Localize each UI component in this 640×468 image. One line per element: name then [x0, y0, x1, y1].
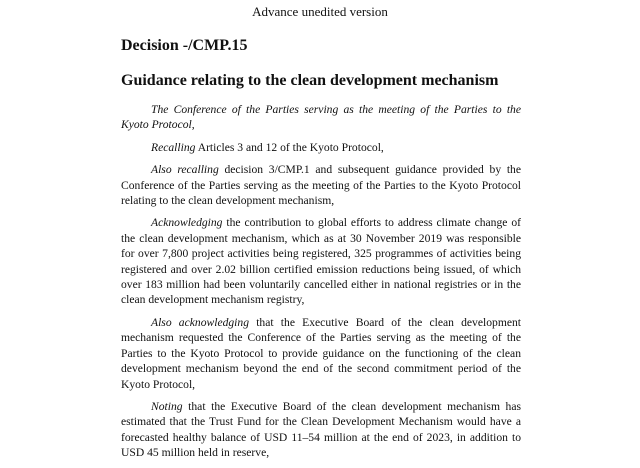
- paragraph-lead: The Conference of the Parties serving as the meeting of the Parties to the Kyoto Protocol,: [121, 103, 521, 132]
- preamble-paragraph: [121, 102, 521, 133]
- paragraph-text: Articles 3 and 12 of the Kyoto Protocol,: [195, 140, 384, 154]
- paragraph-text: decision 3/CMP.1 and subsequent guidance provided by the Conference of the Parties serving as the meeting of the Parties to the Kyoto Protocol relating to the clean development mechanism,: [121, 163, 521, 208]
- preamble-paragraph: [121, 162, 521, 208]
- decision-title: Decision -/CMP.15: [121, 37, 248, 54]
- decision-subtitle: Guidance relating to the clean development mechanism: [121, 72, 499, 89]
- paragraph-lead: Recalling: [151, 140, 196, 154]
- paragraph-text: that the Executive Board of the clean development mechanism has estimated that the Trust Fund for the Clean Development Mechanism would have a forecasted healthy balance of USD 11–54 million at the end of 2023, in addition to USD 45 million held in reserve,: [121, 399, 521, 460]
- preamble-paragraph: [121, 215, 521, 307]
- paragraph-lead: Also recalling: [151, 163, 219, 177]
- preamble-paragraph: [121, 140, 521, 155]
- paragraph-text: the contribution to global efforts to address climate change of the clean development mechanism, which as at 30 November 2019 was responsible for over 7,800 project activities being registered, 325 programmes of activities being registered and over 2.02 billion certified emission reductions being issued, of which over 183 million had been voluntarily cancelled either in national registries or in the clean development mechanism registry,: [121, 216, 521, 307]
- version-note: Advance unedited version: [252, 4, 388, 19]
- preamble-paragraph: [121, 399, 521, 461]
- paragraph-lead: Also acknowledging: [151, 315, 250, 329]
- preamble-paragraph: [121, 315, 521, 392]
- decision-body: [121, 102, 521, 468]
- paragraph-text: that the Executive Board of the clean development mechanism requested the Conference of the Parties serving as the meeting of the Parties to the Kyoto Protocol to provide guidance on the functioning of the clean development mechanism beyond the end of the second commitment period of the Kyoto Protocol,: [121, 315, 521, 391]
- paragraph-lead: Noting: [151, 399, 183, 413]
- paragraph-lead: Acknowledging: [151, 216, 223, 230]
